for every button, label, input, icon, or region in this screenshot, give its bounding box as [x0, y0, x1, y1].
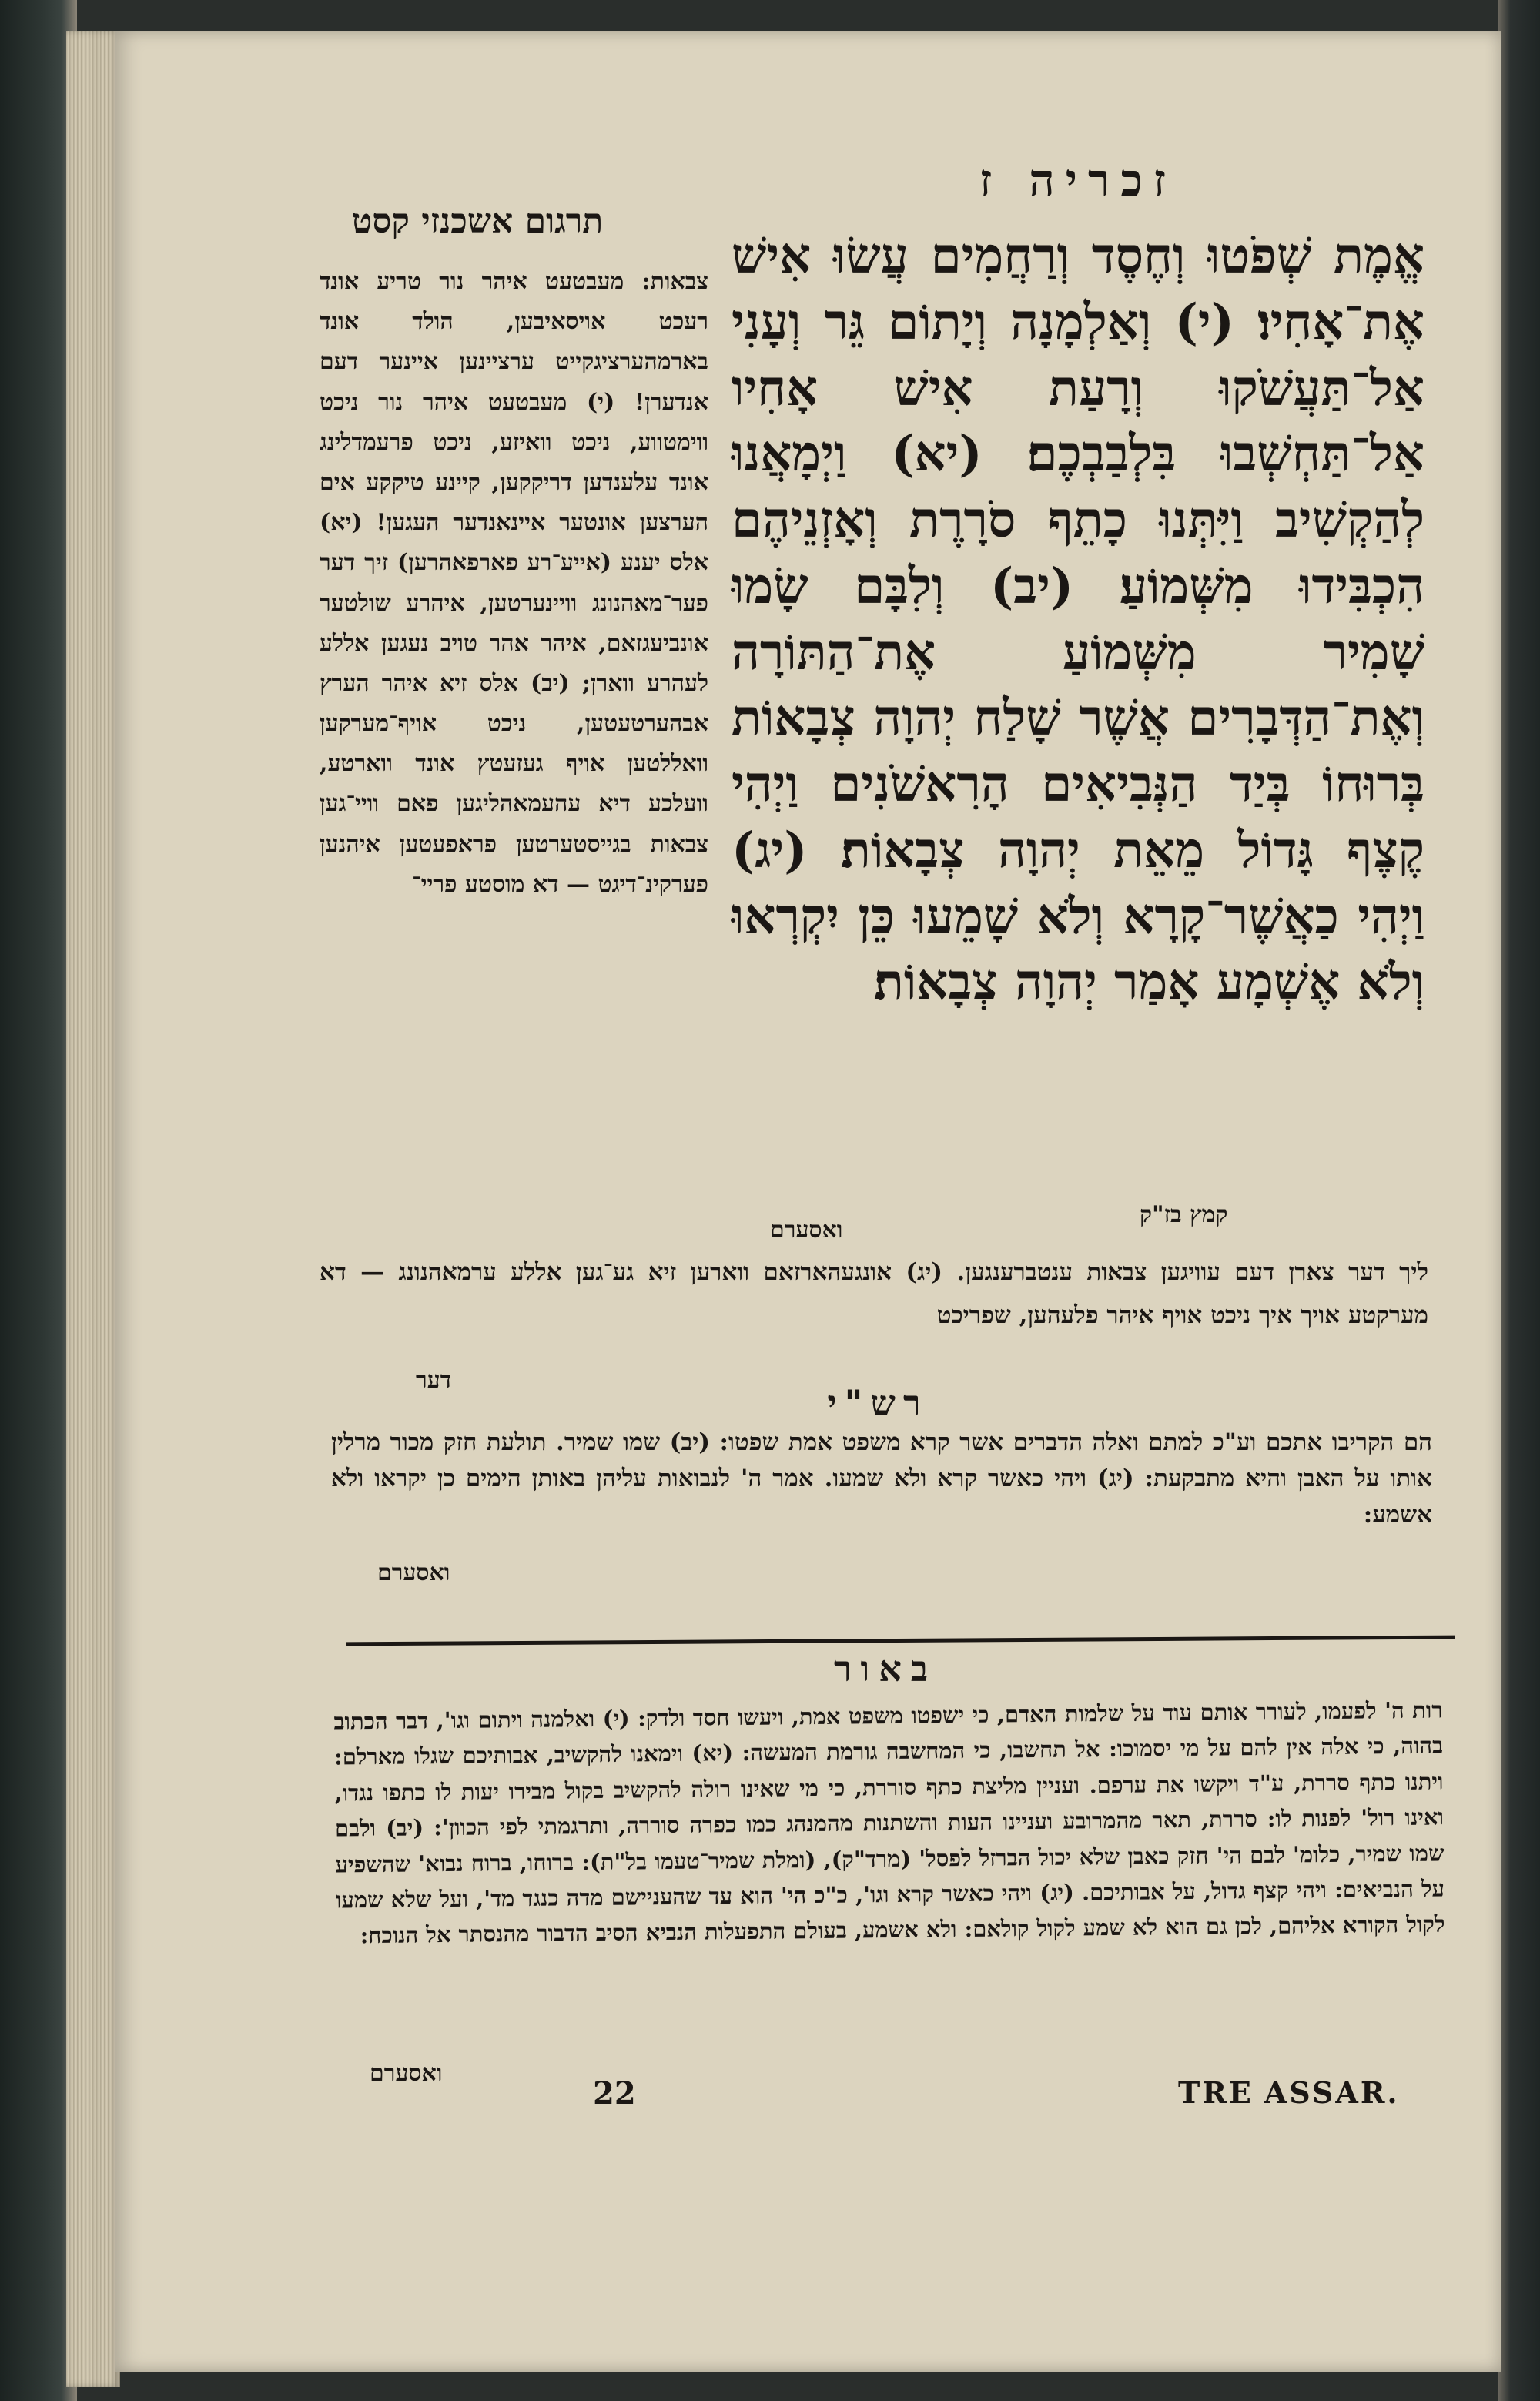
catchword-biur: ואסערם [370, 2060, 443, 2087]
book-binding-left [0, 0, 77, 2401]
rashi-heading: רש"י [827, 1382, 929, 1424]
signature-word-1: TRE [1178, 2075, 1254, 2110]
signature-word-2: ASSAR. [1264, 2075, 1400, 2110]
signature-mark [1178, 2075, 1411, 2110]
page-edges [66, 31, 120, 2387]
catchword-targum: דער [416, 1367, 452, 1394]
running-header-book: זכריה ז [979, 154, 1177, 206]
page-number: 22 [593, 2075, 636, 2111]
catchword-kamen: קמץ בז"ק [1140, 1201, 1228, 1228]
catchword-rashi: ואסערם [377, 1559, 450, 1586]
catchword-main: ואסערם [770, 1217, 843, 1244]
rashi-commentary: הם הקריבו אתכם וע"כ למתם ואלה הדברים אשר קרא משפט אמת שפטו: (יב) שמו שמיר. תולעת חזק מכור מרלין אותו על האבן והיא מתבקעת: (יג) ויהי כאשר קרא ולא שמעו. אמר ה' לנבואות עליהן באותן הימים כן יקראו ולא אשמע: [331, 1428, 1432, 1529]
targum-continuation: ליך דער צארן דעם עוויגען צבאות ענטברענגען. (יג) אונגעהארזאם ווארען זיא גע־גען אללע ערמאהנונג — דא מערקטע אויך איך ניכט אויף איהר פלעהען, שפריכט [320, 1258, 1428, 1329]
running-header-targum: תרגום אשכנזי קסט [351, 202, 604, 241]
biur-commentary: רות ה' לפעמו, לעורר אותם עוד על שלמות האדם, כי ישפטו משפט אמת, ויעשו חסד ולדק: (י) ואלמנה ויתום וגו', דבר הכתוב בהוה, כי אלה אין להם על מי יסמוכו: אל תחשבו, כי המחשבה גורמת המעשה: (יא) וימאנו להקשיב, אבותיכם שגלו מארלם: ויתנו כתף סררת, ע"ד ויקשו את ערפם. ועניין מליצת כתף סוררת, כי מי שאינו רולה להקשיב בקול מבירו יעות לו כתפו נגדו, ואינו רול' לפנות לו: סררת, תאר מהמרובע ועניינו העות והשתנות מהמנהג כמו כפרה סוררה, ותרגמתי לפי הכוון': (יב) ולבם שמו שמיר, כלומ' לבם הי' חזק כאבן שלא יכול הברזל לפסל' (מרד"ק), (ומלת שמיר־טעמו בל"ת): ברוחו, ברוח נבוא' שהשפיע על הנביאים: ויהי קצף גדול, על אבותיכם. (יג) ויהי כאשר קרא וגו', כ"כ הי' הוא עד שהעניישם מדה כנגד מד', ועל שלא שמעו לקול הקורא אליהם, לכן גם הוא לא שמע לקול קולאם: ולא אשמע, בעולם התפעלות הנביא הסיב הדבור מהנסתר אל הנוכח: [333, 1696, 1445, 1949]
biur-heading: באור [833, 1648, 938, 1689]
book-binding-right [1498, 0, 1540, 2401]
targum-translation-column: צבאות: מעבטעט איהר נור טריע אונד רעכט אויסאיבען, הולד אונד בארמהערציגקייט ערציינען איינער דעם אנדערן! (י) מעבטעט איהר נור ניכט ווימטווע, ניכט וואיזע, ניכט פרעמדלינג אונד עלענדען דריקקען, קיינע טיקקע אים הערצען אונטער איינאנדער העגען! (יא) אלס יענע (אייע־רע פארפאהרען) זיך דער פער־מאהנונג וויינערטען, איהרע שולטער אונביעגזאם, איהר אהר טויב נעגען אללע לעהרע ווארן; (יב) אלס זיא איהר הערץ אבהערטעטען, ניכט אויף־מערקען וואללטען אויף געזעטץ אונד ווארטע, וועלכע דיא עהעמאהליגען פאם וויי־גען צבאות בגייסטערטען פראפעטען איהנען פערקינ־דיגט — דא מוסטע פריי־ [320, 268, 708, 898]
hebrew-scripture-text: אֱמֶת שְׁפֹטוּ וְחֶסֶד וְרַחֲמִים עֲשׂוּ אִישׁ אֶת־אָחִיו׃ (י) וְאַלְמָנָה וְיָתוֹם גֵּר וְעָנִי אַל־תַּעֲשֹׁקוּ וְרָעַת אִישׁ אָחִיו אַל־תַּחְשְׁבוּ בִּלְבַבְכֶם׃ (יא) וַיְמָאֲנוּ לְהַקְשִׁיב וַיִּתְּנוּ כָתֵף סֹרָרֶת וְאָזְנֵיהֶם הִכְבִּידוּ מִשְּׁמוֹעַ׃ (יב) וְלִבָּם שָׂמוּ שָׁמִיר מִשְּׁמוֹעַ אֶת־הַתּוֹרָה וְאֶת־הַדְּבָרִים אֲשֶׁר שָׁלַח יְהוָה צְבָאוֹת בְּרוּחוֹ בְּיַד הַנְּבִיאִים הָרִאשֹׁנִים וַיְהִי קֶצֶף גָּדוֹל מֵאֵת יְהוָה צְבָאוֹת׃ (יג) וַיְהִי כַאֲשֶׁר־קָרָא וְלֹא שָׁמֵעוּ כֵּן יִקְרְאוּ וְלֹא אֶשְׁמָע אָמַר יְהוָה צְבָאוֹת׃ [732, 227, 1424, 1012]
